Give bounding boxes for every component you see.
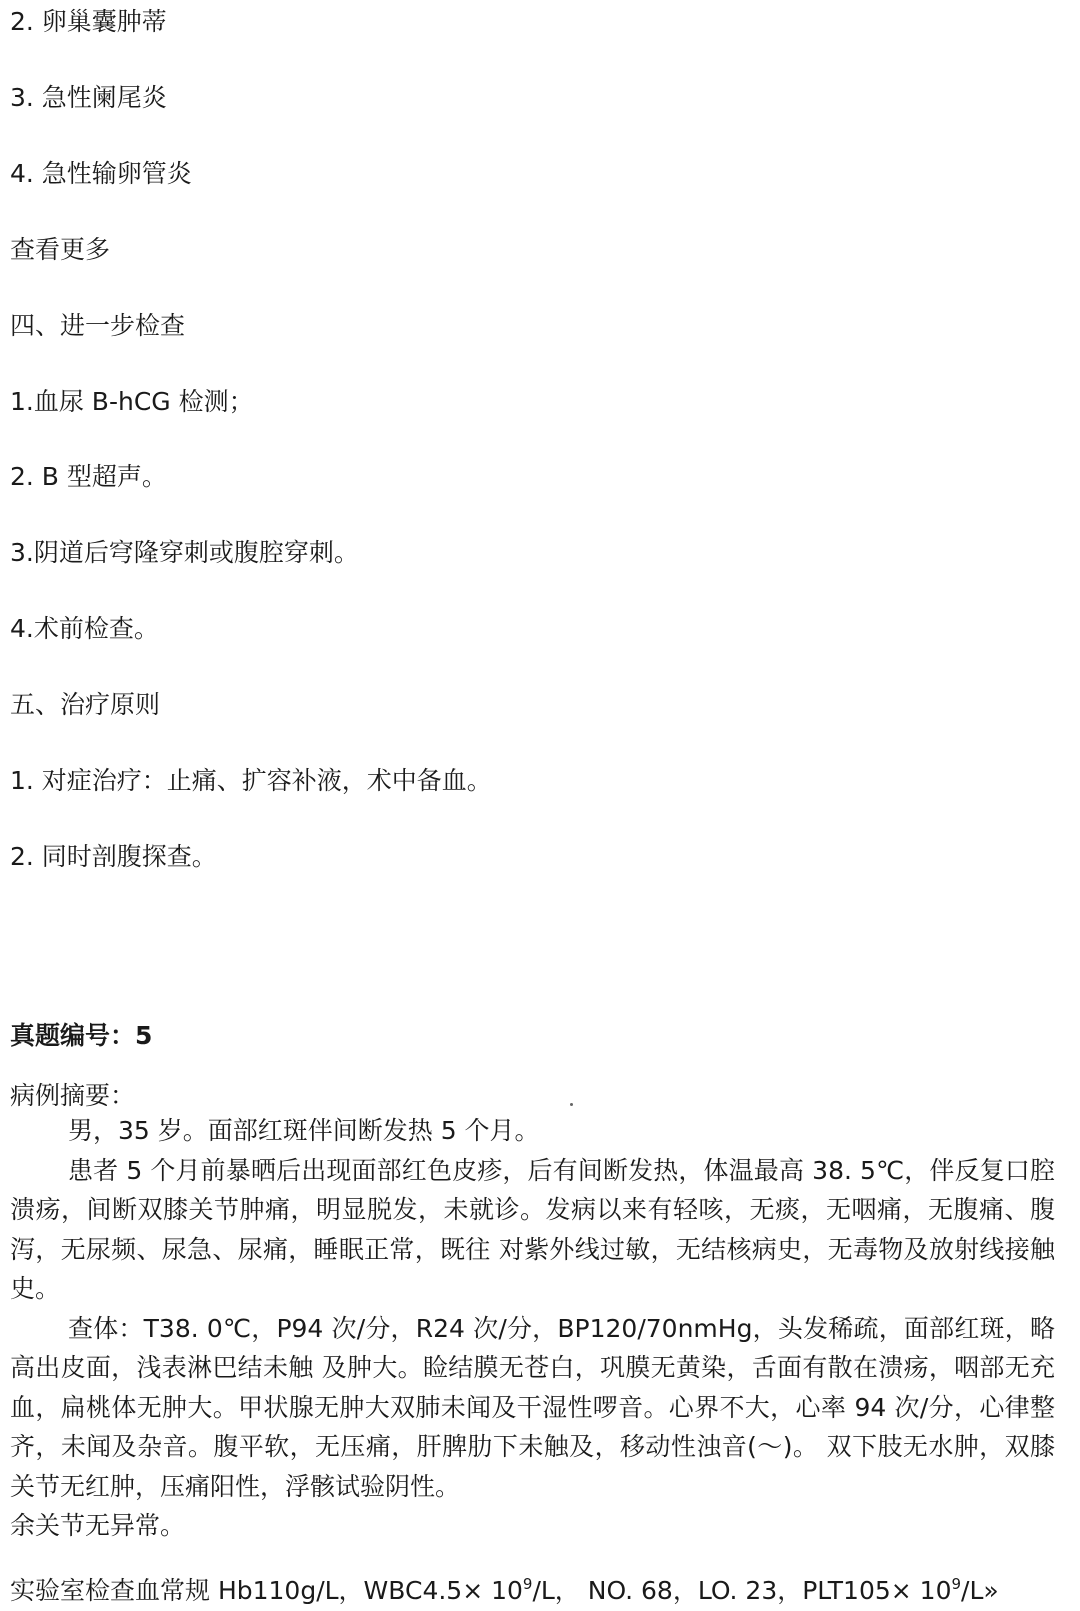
section4-item-1: 1.血尿 B-hCG 检测； <box>10 387 254 416</box>
differential-item-3: 3. 急性阑尾炎 <box>10 83 167 112</box>
section4-item-2: 2. B 型超声。 <box>10 462 167 491</box>
section5-item-2: 2. 同时剖腹探查。 <box>10 842 217 871</box>
lab-text-b: /L， NO. 68，LO. 23，PLT105× 10 <box>532 1576 952 1605</box>
lab-text-c: /L» <box>961 1576 999 1605</box>
differential-item-2: 2. 卵巢囊肿蒂 <box>10 7 167 36</box>
case-exam: 查体：T38. 0℃，P94 次/分，R24 次/分，BP120/70nmHg，头发稀疏，面部红斑，略高出皮面，浅表淋巴结未触 及肿大。睑结膜无苍白，巩膜无黄染，舌面有散在溃疡，咽部无充血，扁桃体无肿大。甲状腺无肿大双肺未闻及干湿性啰音。心界不大，心率 94 次/分，心律整齐，未闻及杂音。腹平软，无压痛，肝脾肋下未触及，移动性浊音(～)。 双下肢无水肿，双膝关节无红肿，压痛阳性，浮骸试验阴性。 <box>10 1313 1055 1501</box>
case-summary-label: 病例摘要： <box>10 1081 136 1110</box>
lab-text-a: 实验室检查血常规 Hb110g/L，WBC4.5× 10 <box>10 1576 523 1605</box>
case-intro: 男，35 岁。面部红斑伴间断发热 5 个月。 <box>68 1116 540 1145</box>
case-other-joints: 余关节无异常。 <box>10 1511 186 1540</box>
section4-title: 四、进一步检查 <box>10 311 186 340</box>
section4-item-3: 3.阴道后穹隆穿刺或腹腔穿刺。 <box>10 538 359 567</box>
lab-exponent-1: 9 <box>522 1575 533 1593</box>
stray-dot <box>570 1103 573 1106</box>
differential-item-4: 4. 急性输卵管炎 <box>10 159 192 188</box>
section4-item-4: 4.术前检查。 <box>10 614 159 643</box>
case-heading: 真题编号：5 <box>10 1021 153 1050</box>
lab-results <box>10 1575 999 1607</box>
view-more-link[interactable]: 查看更多 <box>10 235 111 264</box>
case-body <box>10 1111 1055 1546</box>
section5-title: 五、治疗原则 <box>10 690 161 719</box>
section5-item-1: 1. 对症治疗：止痛、扩容补液，术中备血。 <box>10 766 492 795</box>
lab-exponent-2: 9 <box>951 1575 962 1593</box>
case-history: 患者 5 个月前暴晒后出现面部红色皮疹，后有间断发热，体温最高 38. 5℃，伴反复口腔溃疡，间断双膝关节肿痛，明显脱发，未就诊。发病以来有轻咳，无痰，无咽痛，无腹痛、腹泻，无尿频、尿急、尿痛，睡眠正常，既往 对紫外线过敏，无结核病史，无毒物及放射线接触史。 <box>10 1155 1055 1303</box>
